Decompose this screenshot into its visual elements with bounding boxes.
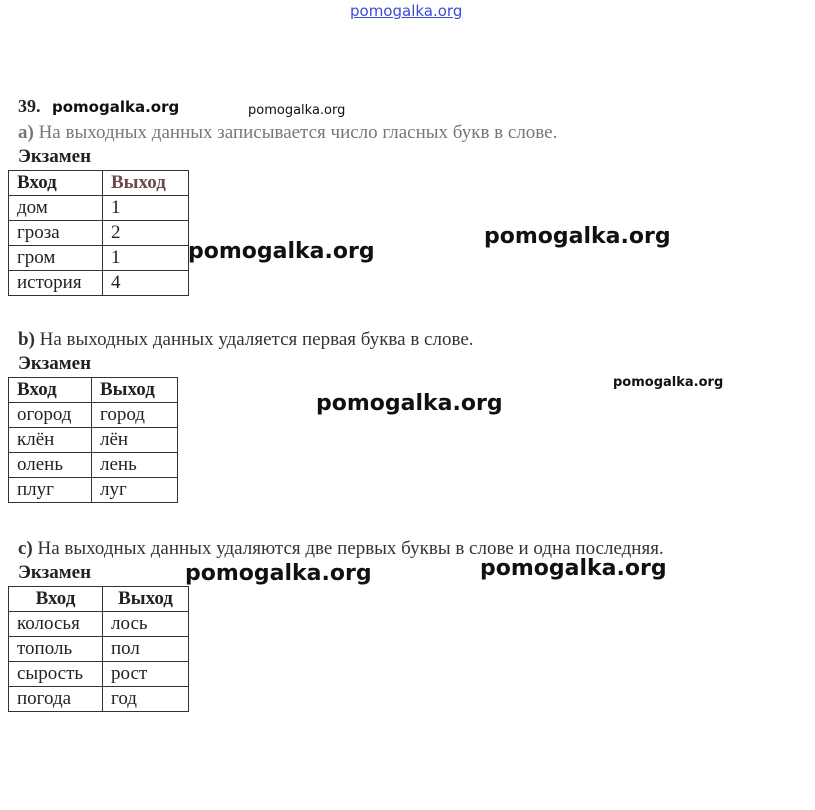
- part-b-exam-label: Экзамен: [18, 353, 92, 374]
- table-row: [9, 221, 189, 246]
- input-cell: гром: [9, 246, 103, 271]
- column-header-input: Вход: [9, 587, 103, 612]
- output-cell: рост: [103, 662, 189, 687]
- table-row: [9, 687, 189, 712]
- table-row: [9, 271, 189, 296]
- column-header-input: Вход: [9, 171, 103, 196]
- part-c-table: [8, 586, 189, 712]
- table-row: [9, 662, 189, 687]
- column-header-output: Выход: [103, 587, 189, 612]
- table-row: [9, 637, 189, 662]
- watermark: pomogalka.org: [188, 239, 375, 264]
- part-c-text: На выходных данных удаляются две первых буквы в слове и одна последняя.: [37, 538, 664, 559]
- watermark: pomogalka.org: [480, 556, 667, 581]
- table-row: [9, 403, 178, 428]
- watermark: pomogalka.org: [484, 224, 671, 249]
- input-cell: тополь: [9, 637, 103, 662]
- task-number: 39.: [18, 96, 41, 116]
- input-cell: история: [9, 271, 103, 296]
- output-cell: луг: [92, 478, 178, 503]
- table-row: [9, 453, 178, 478]
- output-cell: год: [103, 687, 189, 712]
- output-cell: 1: [103, 246, 189, 271]
- input-cell: клён: [9, 428, 92, 453]
- part-a-table: [8, 170, 189, 296]
- part-b-table: [8, 377, 178, 503]
- table-row: [9, 612, 189, 637]
- part-a-exam-label: Экзамен: [18, 146, 92, 167]
- output-cell: город: [92, 403, 178, 428]
- table-header-row: [9, 171, 189, 196]
- output-cell: 2: [103, 221, 189, 246]
- table-row: [9, 246, 189, 271]
- input-cell: гроза: [9, 221, 103, 246]
- table-row: [9, 478, 178, 503]
- part-c-letter: c): [18, 538, 33, 559]
- part-c-statement: [18, 538, 664, 560]
- watermark-top[interactable]: pomogalka.org: [350, 2, 463, 20]
- column-header-output: Выход: [92, 378, 178, 403]
- part-b-text: На выходных данных удаляется первая буква в слове.: [39, 329, 474, 350]
- part-a-statement: [18, 122, 557, 144]
- table-row: [9, 428, 178, 453]
- input-cell: колосья: [9, 612, 103, 637]
- output-cell: лось: [103, 612, 189, 637]
- watermark: pomogalka.org: [248, 103, 346, 118]
- column-header-input: Вход: [9, 378, 92, 403]
- watermark: pomogalka.org: [185, 561, 372, 586]
- part-a-letter: a): [18, 122, 34, 143]
- part-c-exam-label: Экзамен: [18, 562, 92, 583]
- input-cell: погода: [9, 687, 103, 712]
- input-cell: сырость: [9, 662, 103, 687]
- output-cell: пол: [103, 637, 189, 662]
- part-b-letter: b): [18, 329, 35, 350]
- part-b-statement: [18, 329, 474, 351]
- table-header-row: [9, 378, 178, 403]
- table-row: [9, 196, 189, 221]
- part-a-text: На выходных данных записывается число гласных букв в слове.: [38, 122, 558, 143]
- input-cell: олень: [9, 453, 92, 478]
- input-cell: огород: [9, 403, 92, 428]
- column-header-output: Выход: [103, 171, 189, 196]
- watermark: pomogalka.org: [52, 98, 180, 116]
- input-cell: плуг: [9, 478, 92, 503]
- table-header-row: [9, 587, 189, 612]
- output-cell: 1: [103, 196, 189, 221]
- output-cell: лён: [92, 428, 178, 453]
- input-cell: дом: [9, 196, 103, 221]
- output-cell: лень: [92, 453, 178, 478]
- output-cell: 4: [103, 271, 189, 296]
- watermark: pomogalka.org: [316, 391, 503, 416]
- watermark: pomogalka.org: [613, 375, 724, 390]
